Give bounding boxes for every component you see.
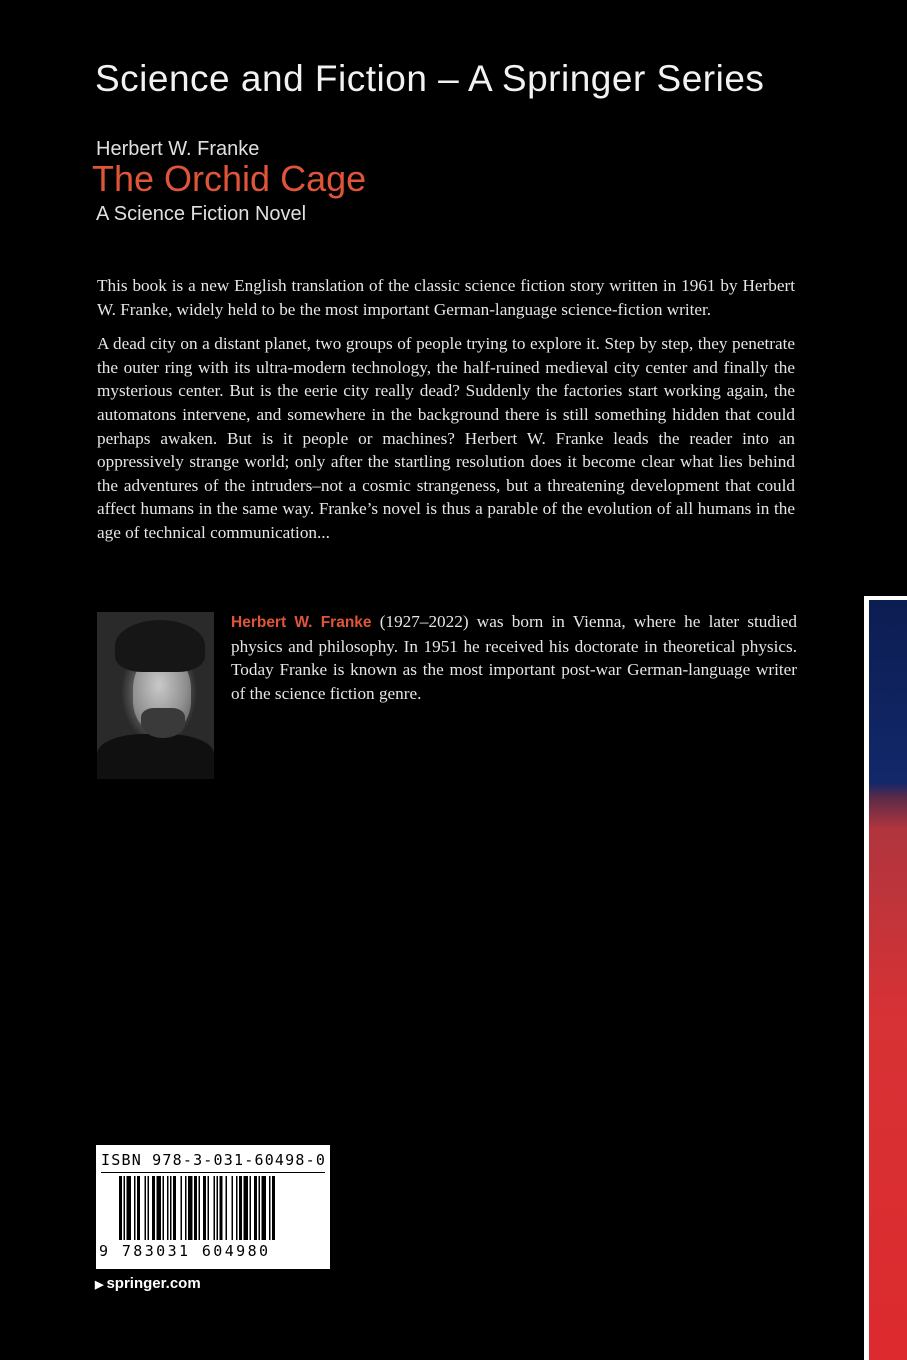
barcode-bar — [152, 1176, 155, 1240]
barcode-bar — [119, 1176, 122, 1240]
barcode-bar — [167, 1176, 169, 1240]
barcode-bar — [145, 1176, 147, 1240]
barcode-bar — [188, 1176, 193, 1240]
bio-text: (1927–2022) was born in Vienna, where he later studied physics and philosophy. In 1951 he received his doctorate in theoretical physics. Today Franke is known as the most important post-war German-language writer of the science fiction genre. — [231, 612, 797, 703]
barcode-bar — [194, 1176, 197, 1240]
barcode-bar — [173, 1176, 176, 1240]
blurb-paragraph-1: This book is a new English translation of the classic science fiction story written in 1961 by Herbert W. Franke, widely held to be the most important German-language science-fiction writer. — [97, 276, 795, 319]
barcode-bar — [226, 1176, 228, 1240]
barcode-bar — [137, 1176, 140, 1240]
publisher-link[interactable] — [95, 1275, 201, 1292]
blurb — [97, 274, 795, 556]
barcode-bar — [185, 1176, 187, 1240]
barcode-bar — [232, 1176, 234, 1240]
barcode-bar — [250, 1176, 252, 1240]
book-subtitle: A Science Fiction Novel — [96, 203, 307, 225]
barcode-bar — [239, 1176, 242, 1240]
barcode-bar — [124, 1176, 126, 1240]
barcode-bar — [262, 1176, 267, 1240]
barcode-bar — [259, 1176, 261, 1240]
barcode-bar — [163, 1176, 165, 1240]
book-title: The Orchid Cage — [92, 158, 367, 199]
series-title: Science and Fiction – A Springer Series — [95, 58, 765, 99]
barcode-bar — [272, 1176, 275, 1240]
spine-color-strip — [869, 600, 907, 1360]
author-name: Herbert W. Franke — [96, 138, 260, 160]
barcode-bar — [214, 1176, 216, 1240]
isbn-barcode — [96, 1145, 330, 1269]
barcode-bar — [203, 1176, 206, 1240]
barcode-bar — [220, 1176, 223, 1240]
isbn-number: ISBN 978-3-031-60498-0 — [101, 1148, 325, 1173]
barcode-bar — [148, 1176, 150, 1240]
barcode-bar — [199, 1176, 201, 1240]
blurb-paragraph-2: A dead city on a distant planet, two groups of people trying to explore it. Step by step, they penetrate the outer ring with its ultra-modern technology, the half-ruined medieval city center and finally the mysterious center. But is the eerie city really dead? Suddenly the factories start working again, the automatons intervene, and somewhere in the background there is still something hidden that could perhaps awaken. But is it people or machines? Herbert W. Franke leads the reader into an oppressively strange world; only after the startling resolution does it become clear what lies behind the adventures of the intruders–not a cosmic strangeness, but a threatening development that could affect humans in the same way. Franke’s novel is thus a parable of the evolution of all humans in the age of technical communication... — [97, 334, 795, 542]
arrow-right-icon: ▶ — [95, 1279, 104, 1291]
barcode-bar — [217, 1176, 219, 1240]
author-photo — [97, 612, 214, 779]
barcode-bar — [254, 1176, 257, 1240]
barcode-bar — [127, 1176, 132, 1240]
bio-author-name: Herbert W. Franke — [231, 614, 372, 631]
author-block — [97, 610, 797, 780]
author-bio — [231, 610, 797, 705]
barcode-bar — [244, 1176, 249, 1240]
barcode-bar — [269, 1176, 271, 1240]
ean-digits: 9 783031 604980 — [99, 1242, 271, 1260]
barcode-bar — [157, 1176, 162, 1240]
barcode-bar — [236, 1176, 238, 1240]
barcode-bar — [208, 1176, 210, 1240]
barcode-bar — [170, 1176, 172, 1240]
barcode-bar — [181, 1176, 183, 1240]
barcode-bar — [134, 1176, 136, 1240]
publisher-url: springer.com — [106, 1275, 201, 1292]
